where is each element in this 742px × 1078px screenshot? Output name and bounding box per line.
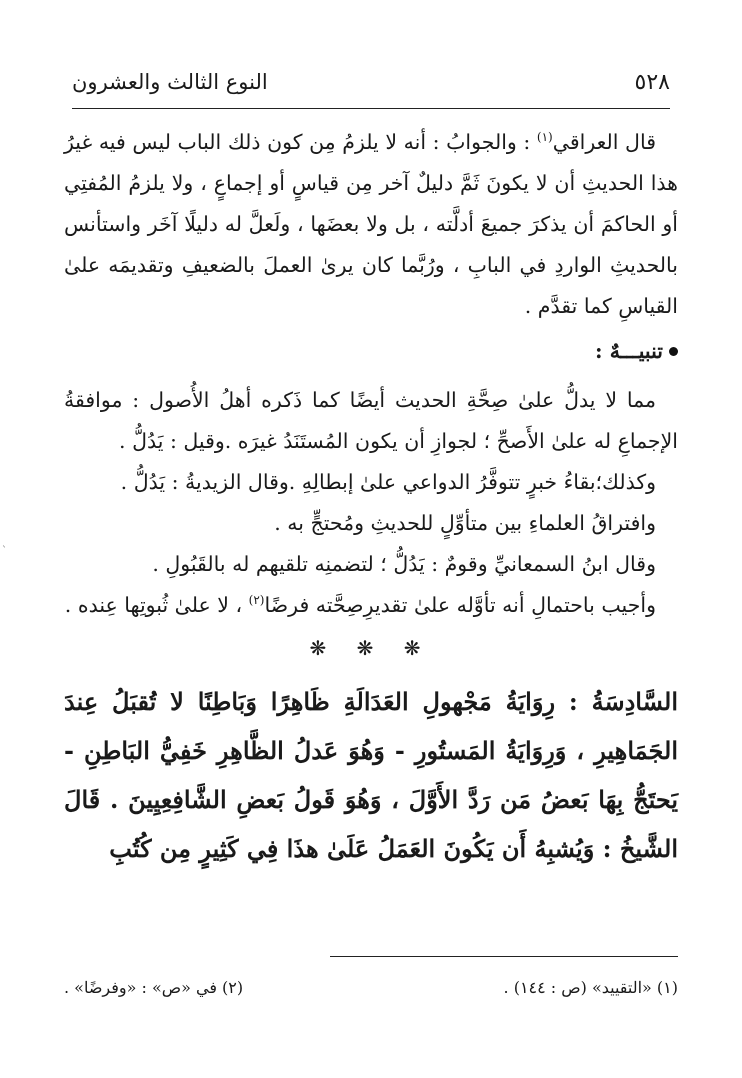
paragraph-1-rest: : والجوابُ : أنه لا يلزمُ مِن كون ذلك الباب ليس فيه غيرُ هذا الحديثِ أن لا يكونَ ثَمَّ دليلٌ آخر مِن قياسٍ أو إجماعٍ ، ولا يلزمُ المُفتِي أو الحاكمَ أن يذكرَ جميعَ أدلَّته ، بل ولا بعضَها ، ولَعلَّ له دليلًا آخَر واستأنس بالحديثِ الواردِ في البابِ ، ورُبَّما كان يرىٰ العملَ بالضعيفِ وتقديمَه علىٰ القياسِ كما تقدَّم . xyxy=(64,130,678,318)
heading-text: تنبيـــهٌ : xyxy=(595,339,663,363)
page-header xyxy=(72,66,670,106)
footnote-1: (١) «التقييد» (ص : ١٤٤) . xyxy=(503,978,678,997)
page-number: ٥٢٨ xyxy=(634,70,670,95)
page-body xyxy=(64,122,678,873)
header-divider xyxy=(72,108,670,109)
paragraph-6-start: وأجيب باحتمالِ أنه تأوَّله علىٰ تقديرِصِحَّته فرضًا xyxy=(264,593,656,617)
paragraph-6-rest: ، لا علىٰ ثُبوتِها عِنده . xyxy=(64,593,243,617)
paragraph-samani: وقال ابنُ السمعانيِّ وقومٌ : يَدُلُّ ؛ لتضمنِه تلقيهم له بالقَبُولِ . xyxy=(152,552,656,576)
footnote-divider xyxy=(330,956,678,957)
paragraph-iraqi-answer xyxy=(64,122,678,327)
paragraph-1-start: قال العراقي xyxy=(552,130,656,154)
scan-margin-mark: ` xyxy=(2,546,7,557)
footnote-2: (٢) في «ص» : «وفرضًا» . xyxy=(64,978,244,997)
footnote-ref-2[interactable]: (٢) xyxy=(248,593,265,608)
bullet-icon xyxy=(669,347,678,356)
section-heading-tanbih xyxy=(64,331,678,372)
section-separator-stars: ❋ ❋ ❋ xyxy=(309,636,433,660)
paragraph-zaydiyya: وكذلك؛بقاءُ خبرٍ تتوفَّرُ الدواعي علىٰ إبطالِهِ .وقال الزيديةُ : يَدُلُّ . xyxy=(120,470,656,494)
chapter-title: النوع الثالث والعشرون xyxy=(72,70,268,94)
paragraph-consensus: مما لا يدلُّ علىٰ صِحَّةِ الحديث أيضًا كما ذَكره أهلُ الأُصول : موافقةُ الإجماعِ له علىٰ الأَصحِّ ؛ لجوازِ أن يكون المُستَنَدُ غيرَه .وقيل : يَدُلُّ . xyxy=(64,388,678,453)
matn-text-sixth: السَّادِسَةُ : رِوَايَةُ مَجْهولِ العَدَالَةِ ظَاهِرًا وَبَاطِنًا لا تُقبَلُ عِندَ الجَمَاهِيرِ ، وَرِوَايَةُ المَستُورِ - وَهُوَ عَدلُ الظَّاهِرِ خَفِيُّ البَاطِنِ - يَحتَجُّ بِهَا بَعضُ مَن رَدَّ الأَوَّلَ ، وَهُوَ قَولُ بَعضِ الشَّافِعِيِينَ . قَالَ الشَّيخُ : وَيُشبِهُ أَن يَكُونَ العَمَلُ عَلَىٰ هذَا فِي كَثِيرٍ مِن كُتُبِ xyxy=(64,687,678,863)
paragraph-scholars-split: وافتراقُ العلماءِ بين متأوِّلٍ للحديثِ ومُحتجٍّ به . xyxy=(274,511,656,535)
paragraph-answer xyxy=(64,585,678,626)
footnotes xyxy=(64,978,678,997)
footnote-ref-1[interactable]: (١) xyxy=(536,130,553,145)
